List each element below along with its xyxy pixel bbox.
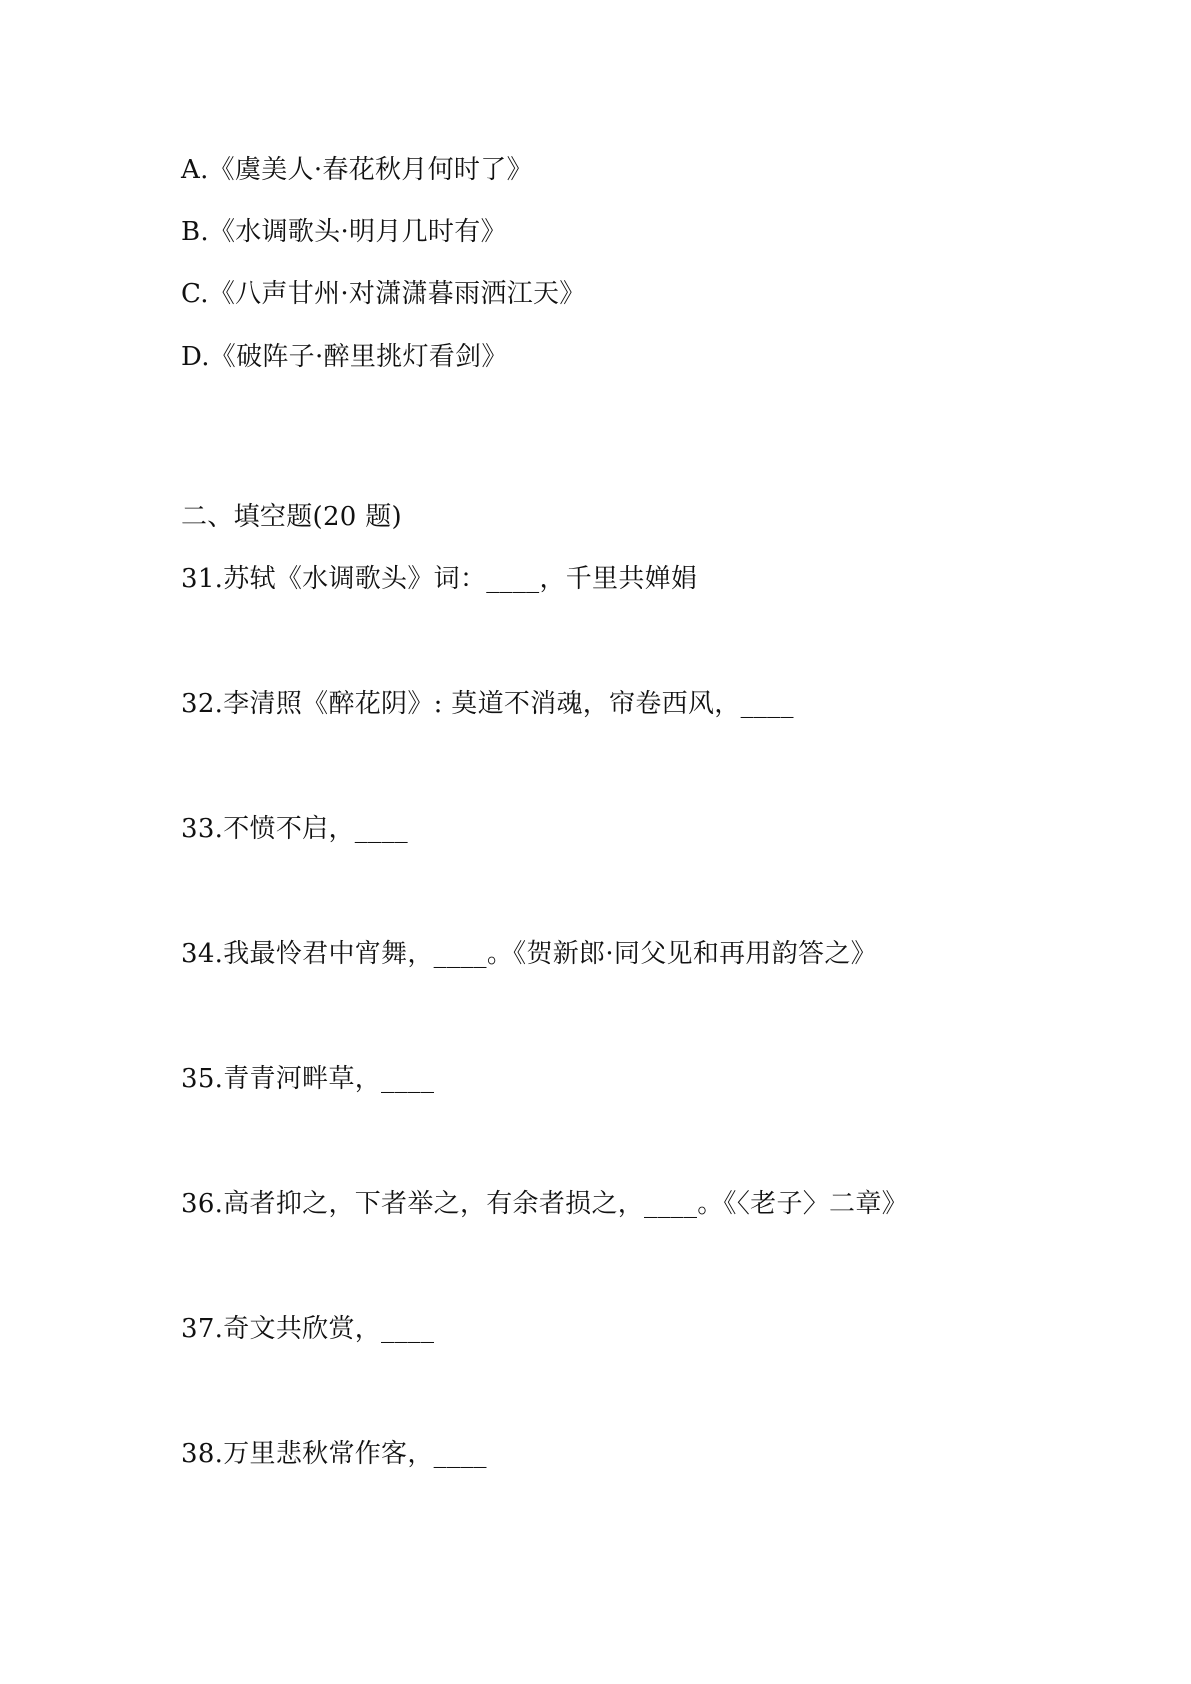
section-heading: 二、填空题(20 题) xyxy=(181,502,402,532)
option-c: C.《八声甘州·对潇潇暮雨洒江天》 xyxy=(181,279,586,309)
question-33: 33.不愤不启，____ xyxy=(181,814,408,844)
question-38: 38.万里悲秋常作客，____ xyxy=(181,1439,487,1469)
question-34: 34.我最怜君中宵舞，____。《贺新郎·同父见和再用韵答之》 xyxy=(181,939,877,969)
question-36: 36.高者抑之，下者举之，有余者损之，____。《〈老子〉二章》 xyxy=(181,1189,908,1219)
option-a: A.《虞美人·春花秋月何时了》 xyxy=(181,155,533,185)
question-35: 35.青青河畔草，____ xyxy=(181,1064,435,1094)
question-31: 31.苏轼《水调歌头》词：____，千里共婵娟 xyxy=(181,564,698,594)
question-37: 37.奇文共欣赏，____ xyxy=(181,1314,435,1344)
question-32: 32.李清照《醉花阴》: 莫道不消魂，帘卷西风，____ xyxy=(181,689,794,719)
option-d: D.《破阵子·醉里挑灯看剑》 xyxy=(181,342,508,372)
option-b: B.《水调歌头·明月几时有》 xyxy=(181,217,507,247)
